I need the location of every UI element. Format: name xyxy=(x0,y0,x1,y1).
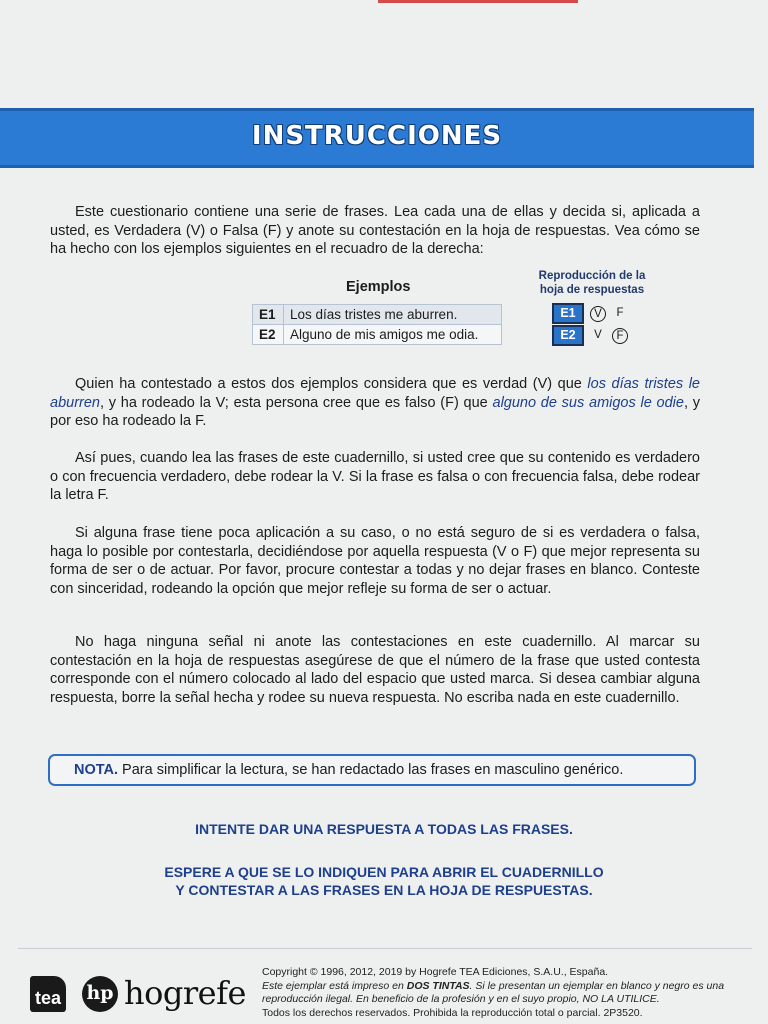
reproduction-row-e2 xyxy=(552,326,628,345)
reproduction-code: E2 xyxy=(552,325,584,346)
copyright-block xyxy=(262,966,732,1020)
example-code: E2 xyxy=(253,325,284,345)
rights-line: Todos los derechos reservados. Prohibida la reproducción total o parcial. 2P3520. xyxy=(262,1006,643,1019)
explanation-text-3: , y por eso ha rodeado la F. xyxy=(50,394,701,429)
explanation-italic-1: los días tristes le aburren xyxy=(50,376,700,411)
legal-notice-bold: DOS TINTAS xyxy=(406,979,470,992)
nota-text: Para simplificar la lectura, se han redactado las frases en masculino genérico. xyxy=(118,762,624,778)
examples-table xyxy=(252,304,502,345)
option-f: F xyxy=(616,306,624,319)
intro-text: Este cuestionario contiene una serie de frases. Lea cada una de ellas y decida si, aplicada a usted, es Verdadera (V) o Falsa (F) y anote su contestación en la hoja de respuestas. Vea cómo se ha hecho con los ejemplos siguientes en el recuadro de la derecha: xyxy=(50,204,700,257)
explanation-text-1: Quien ha contestado a estos dos ejemplos considera que es verdad (V) que xyxy=(75,376,588,392)
instruction-all-answers: INTENTE DAR UNA RESPUESTA A TODAS LAS FRASES. xyxy=(195,821,573,837)
tea-logo: tea xyxy=(30,976,66,1012)
paragraph-text: Así pues, cuando lea las frases de este cuadernillo, si usted cree que su contenido es verdadero o con frecuencia verdadero, debe rodear la V. Si la frase es falsa o con frecuencia falsa, debe rodear la letra F. xyxy=(50,450,700,503)
reproduction-title: Reproducción de la hoja de respuestas xyxy=(538,270,646,296)
explanation-paragraph xyxy=(50,375,700,431)
nota-box xyxy=(48,754,696,786)
nota-label: NOTA. xyxy=(74,762,119,778)
legal-notice xyxy=(262,980,732,1007)
legal-notice-a: Este ejemplar está impreso en xyxy=(262,979,407,992)
intro-paragraph xyxy=(50,203,700,259)
instruction-wait-line-2: Y CONTESTAR A LAS FRASES EN LA HOJA DE RESPUESTAS. xyxy=(175,882,593,898)
hogrefe-logo: hogrefe xyxy=(124,974,246,1012)
top-edge-mark xyxy=(378,0,578,3)
header-banner xyxy=(0,108,754,168)
explanation-text-2: , y ha rodeado la V; esta persona cree que es falso (F) que xyxy=(99,394,493,411)
example-row xyxy=(253,325,502,345)
footer-divider xyxy=(18,948,752,949)
option-f-circled: F xyxy=(612,328,628,344)
example-code: E1 xyxy=(253,305,284,325)
page-title: INSTRUCCIONES xyxy=(251,121,503,151)
example-text: Los días tristes me aburren. xyxy=(284,305,502,325)
instructions-paragraph-2 xyxy=(50,524,700,598)
option-v-circled: V xyxy=(590,306,606,322)
paragraph-text: Si alguna frase tiene poca aplicación a su caso, o no está seguro de si es verdadera o falsa, haga lo posible por contestarla, decidiéndose por aquella respuesta (V o F) que mejor representa su forma de ser o de actuar. Por favor, procure contestar a todas y no dejar frases en blanco. Conteste con sinceridad, rodeando la opción que mejor refleje su forma de ser o actuar. xyxy=(50,525,700,597)
reproduction-code: E1 xyxy=(552,303,584,324)
instructions-paragraph-1 xyxy=(50,449,700,505)
instruction-wait-line-1: ESPERE A QUE SE LO INDIQUEN PARA ABRIR EL CUADERNILLO xyxy=(164,864,604,880)
examples-title: Ejemplos xyxy=(346,279,411,295)
paragraph-text: No haga ninguna señal ni anote las contestaciones en este cuadernillo. Al marcar su contestación en la hoja de respuestas asegúrese de que el número de la frase que usted contesta corresponde con el número colocado al lado del espacio que usted marca. Si desea cambiar alguna respuesta, borre la señal hecha y rodee su nueva respuesta. No escriba nada en este cuadernillo. xyxy=(50,634,700,706)
option-v: V xyxy=(594,328,602,341)
hogrefe-mark-logo: hp xyxy=(82,976,118,1012)
copyright-line: Copyright © 1996, 2012, 2019 by Hogrefe TEA Ediciones, S.A.U., España. xyxy=(262,966,609,978)
instructions-paragraph-3 xyxy=(50,633,700,707)
legal-notice-b: . Si le presentan un ejemplar en blanco y negro es una reproducción ilegal. En beneficio de la profesión y en el suyo propio, NO LA UTILICE. xyxy=(262,979,725,1005)
example-row xyxy=(253,305,502,325)
reproduction-row-e1 xyxy=(552,304,628,323)
explanation-italic-2: alguno de sus amigos le odie xyxy=(492,394,684,411)
example-text: Alguno de mis amigos me odia. xyxy=(284,325,502,345)
